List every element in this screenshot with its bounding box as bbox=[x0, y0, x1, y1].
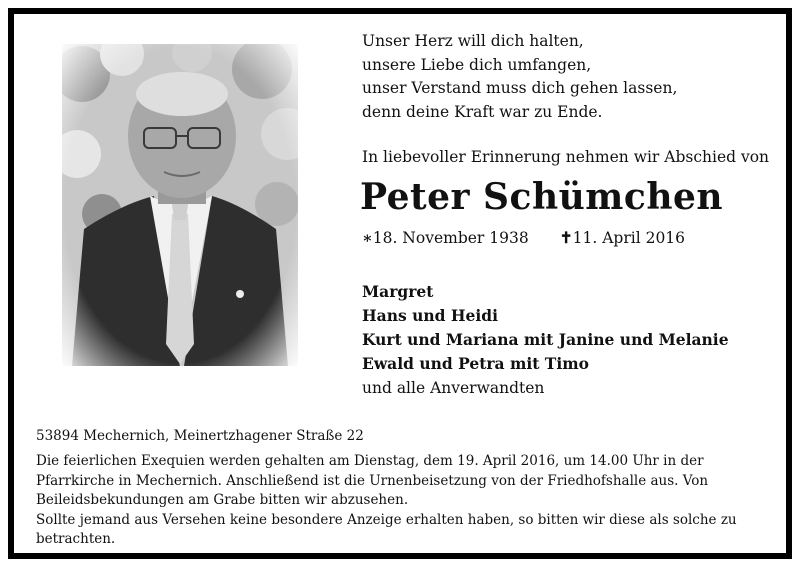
service-paragraph: Die feierlichen Exequien werden gehalten am Dienstag, dem 19. April 2016, um 14.00 Uhr in der Pfarrkirche in Mechernich. Anschließend ist die Urnenbeisetzung von der Friedhofshalle aus. Von Beileidsbekundungen am Grabe bitten wir abzusehen. bbox=[36, 453, 709, 508]
poem-line: denn deine Kraft war zu Ende. bbox=[362, 102, 603, 121]
life-dates bbox=[362, 228, 685, 247]
list-item: Margret bbox=[362, 282, 434, 301]
death-date: 11. April 2016 bbox=[572, 229, 686, 247]
list-item: Kurt und Mariana mit Janine und Melanie bbox=[362, 330, 729, 349]
list-item: Ewald und Petra mit Timo bbox=[362, 354, 589, 373]
poem bbox=[362, 30, 677, 124]
service-details bbox=[36, 452, 756, 550]
poem-line: unsere Liebe dich umfangen, bbox=[362, 55, 592, 74]
address: 53894 Mechernich, Meinertzhagener Straße 22 bbox=[36, 428, 364, 444]
birth-date: 18. November 1938 bbox=[372, 229, 529, 247]
notice-paragraph: Sollte jemand aus Versehen keine besondere Anzeige erhalten haben, so bitten wir diese als solche zu betrachten. bbox=[36, 511, 737, 547]
relatives-closing: und alle Anverwandten bbox=[362, 379, 545, 397]
birth-star-icon: ∗ bbox=[362, 228, 373, 247]
portrait-photo bbox=[62, 44, 298, 366]
list-item: Hans und Heidi bbox=[362, 306, 498, 325]
poem-line: Unser Herz will dich halten, bbox=[362, 32, 584, 50]
mourners-list bbox=[362, 280, 729, 400]
deceased-name: Peter Schümchen bbox=[360, 176, 724, 218]
poem-line: unser Verstand muss dich gehen lassen, bbox=[362, 79, 678, 97]
intro-text: In liebevoller Erinnerung nehmen wir Abschied von bbox=[362, 148, 770, 166]
death-cross-icon: ✝ bbox=[559, 228, 573, 247]
